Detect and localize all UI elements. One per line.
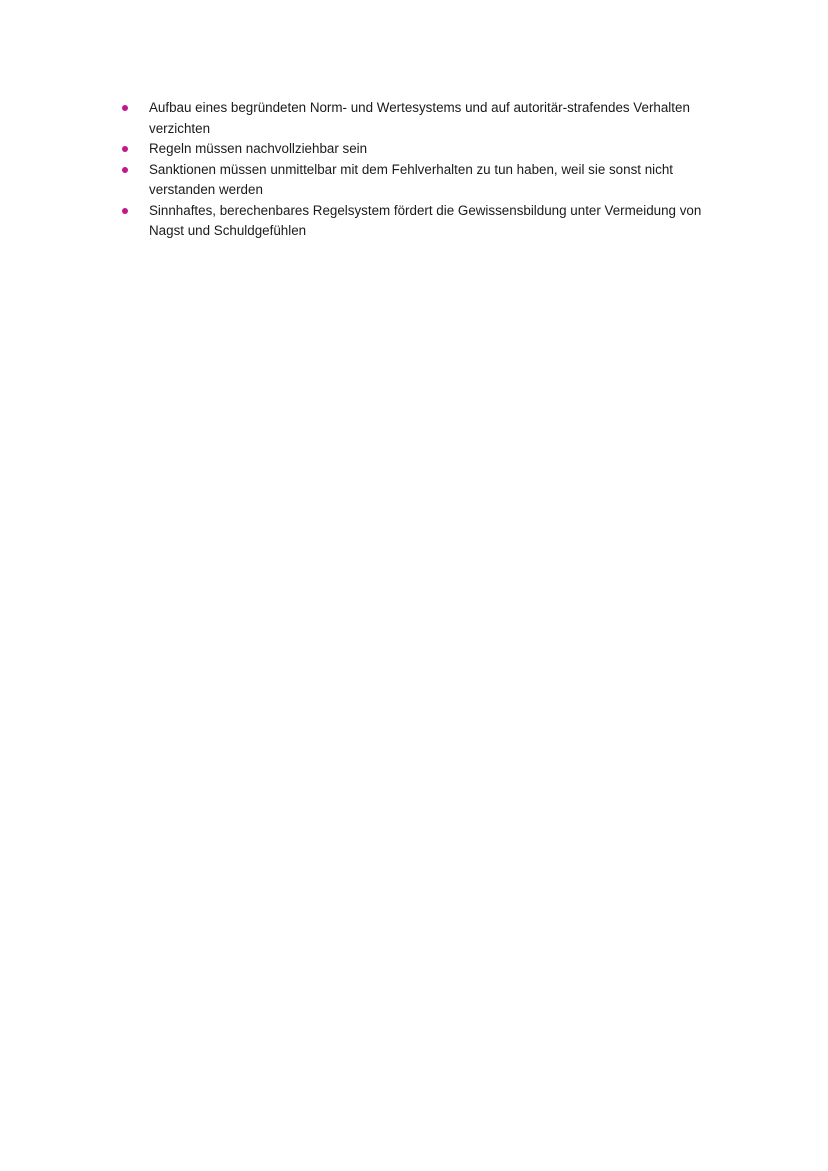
bullet-list	[118, 98, 738, 242]
bullet-dot-icon	[122, 167, 128, 173]
bullet-dot-icon	[122, 208, 128, 214]
bullet-text: Sinnhaftes, berechenbares Regelsystem fördert die Gewissensbildung unter Vermeidung von Nagst und Schuldgefühlen	[149, 202, 702, 238]
list-item	[118, 98, 738, 139]
list-item	[118, 160, 738, 201]
bullet-dot-icon	[122, 146, 128, 152]
list-item	[118, 201, 738, 242]
bullet-text: Aufbau eines begründeten Norm- und Wertesystems und auf autoritär-strafendes Verhalten verzichten	[149, 100, 690, 136]
bullet-text: Regeln müssen nachvollziehbar sein	[149, 141, 368, 156]
bullet-dot-icon	[122, 105, 128, 111]
list-item	[118, 139, 738, 160]
bullet-text: Sanktionen müssen unmittelbar mit dem Fehlverhalten zu tun haben, weil sie sonst nicht verstanden werden	[149, 161, 674, 197]
